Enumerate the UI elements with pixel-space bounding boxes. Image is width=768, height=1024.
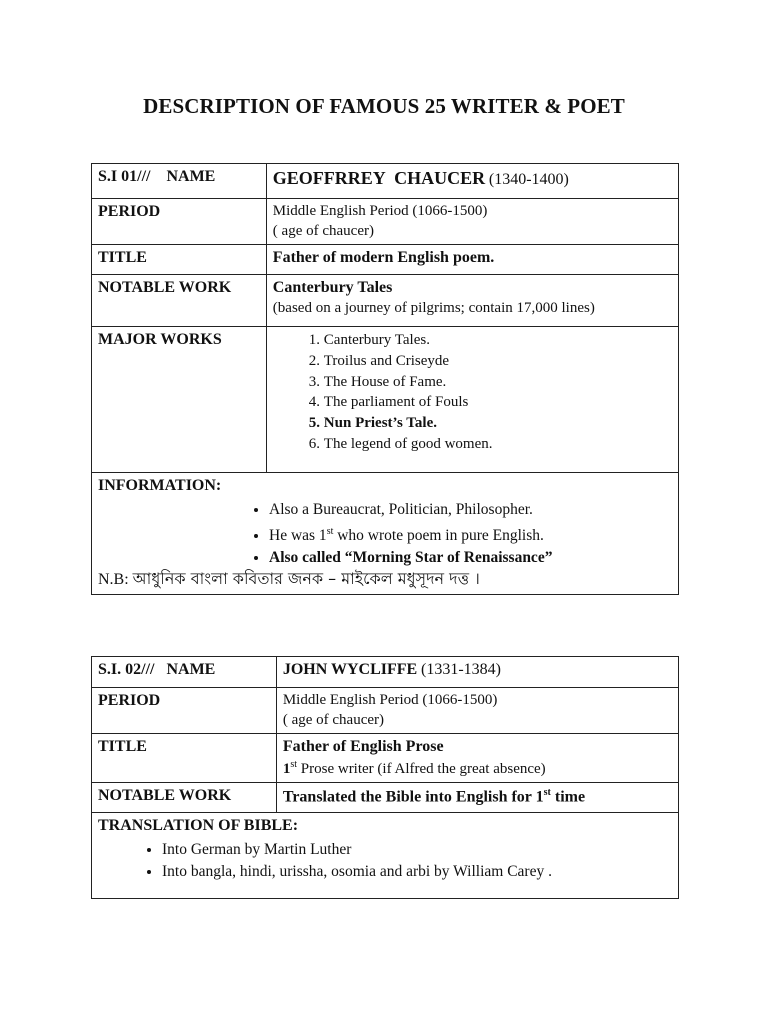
si-name-label: S.I 01/// NAME — [92, 164, 267, 199]
title-label: TITLE — [92, 734, 277, 783]
translation-item: • Into bangla, hindi, urissha, osomia and arbi by William Carey . — [162, 861, 672, 883]
notable-work-value — [276, 783, 678, 813]
writer-years: (1331-1384) — [420, 661, 501, 678]
title-label: TITLE — [92, 245, 267, 275]
notable-work-note: (based on a journey of pilgrims; contain 17,000 lines) — [272, 299, 595, 316]
period-value: Middle English Period (1066-1500) — [282, 692, 498, 708]
writer-years: (1340-1400) — [488, 171, 569, 188]
period-label: PERIOD — [92, 688, 277, 734]
writer-name: GEOFFRREY CHAUCER — [272, 168, 486, 188]
major-work-item: 1. Canterbury Tales. — [324, 330, 672, 351]
writer-name-cell — [266, 164, 678, 199]
notable-work-superscript: st — [543, 787, 551, 799]
nb-line — [98, 569, 672, 591]
writer-name: JOHN WYCLIFFE — [282, 661, 418, 678]
title-value: Father of English Prose — [282, 738, 444, 755]
period-age: ( age of chaucer) — [282, 711, 385, 728]
title-note-number: 1 — [282, 760, 291, 777]
period-value: Middle English Period (1066-1500) — [272, 203, 488, 219]
notable-work-label: NOTABLE WORK — [92, 275, 267, 327]
translation-cell — [92, 813, 679, 899]
writer-name-cell — [276, 657, 678, 688]
period-cell — [276, 688, 678, 734]
notable-work-cell — [266, 275, 678, 327]
title-note — [283, 758, 672, 780]
title-value: Father of modern English poem. — [266, 245, 678, 275]
major-works-list — [273, 330, 672, 455]
title-note-text: writer (if Alfred the great absence) — [334, 760, 546, 777]
translation-item: • Into German by Martin Luther — [162, 839, 672, 861]
translation-list — [98, 839, 672, 883]
translation-label: TRANSLATION OF BIBLE: — [98, 817, 299, 835]
information-list — [98, 499, 672, 569]
info-superscript: st — [326, 525, 334, 537]
writer-card-chaucer — [91, 163, 679, 595]
title-cell — [276, 734, 678, 783]
information-item: • Also called “Morning Star of Renaissance” — [269, 547, 672, 569]
notable-work-text: Translated the Bible into English for 1 — [282, 788, 544, 806]
major-work-item: 6. The legend of good women. — [324, 434, 672, 455]
information-cell — [92, 473, 679, 595]
period-label: PERIOD — [92, 199, 267, 245]
si-name-label: S.I. 02/// NAME — [92, 657, 277, 688]
title-note-superscript: st — [290, 758, 298, 770]
notable-work-value: Canterbury Tales — [272, 279, 393, 296]
information-item — [269, 521, 672, 547]
notable-work-label: NOTABLE WORK — [92, 783, 277, 813]
info-text: He was 1 — [269, 526, 327, 544]
writer-card-wycliffe — [91, 656, 679, 899]
information-item: • Also a Bureaucrat, Politician, Philosopher. — [269, 499, 672, 521]
title-note-text: Prose — [297, 760, 335, 777]
major-work-item: 5. Nun Priest’s Tale. — [324, 413, 672, 434]
info-text: who wrote poem in pure English. — [333, 526, 544, 544]
major-work-item: 4. The parliament of Fouls — [324, 392, 672, 413]
major-works-label: MAJOR WORKS — [92, 327, 267, 473]
period-cell — [266, 199, 678, 245]
major-work-item: 2. Troilus and Criseyde — [324, 351, 672, 372]
notable-work-text: time — [550, 788, 586, 806]
period-age: ( age of chaucer) — [272, 222, 374, 239]
nb-label: N.B: — [98, 570, 133, 588]
major-works-cell — [266, 327, 678, 473]
information-label: INFORMATION: — [98, 477, 222, 494]
page-title: DESCRIPTION OF FAMOUS 25 WRITER & POET — [143, 94, 625, 118]
nb-text: আধুনিক বাংলা কবিতার জনক – মাইকেল মধুসূদন দত্ত । — [132, 568, 480, 588]
major-work-item: 3. The House of Fame. — [324, 372, 672, 393]
